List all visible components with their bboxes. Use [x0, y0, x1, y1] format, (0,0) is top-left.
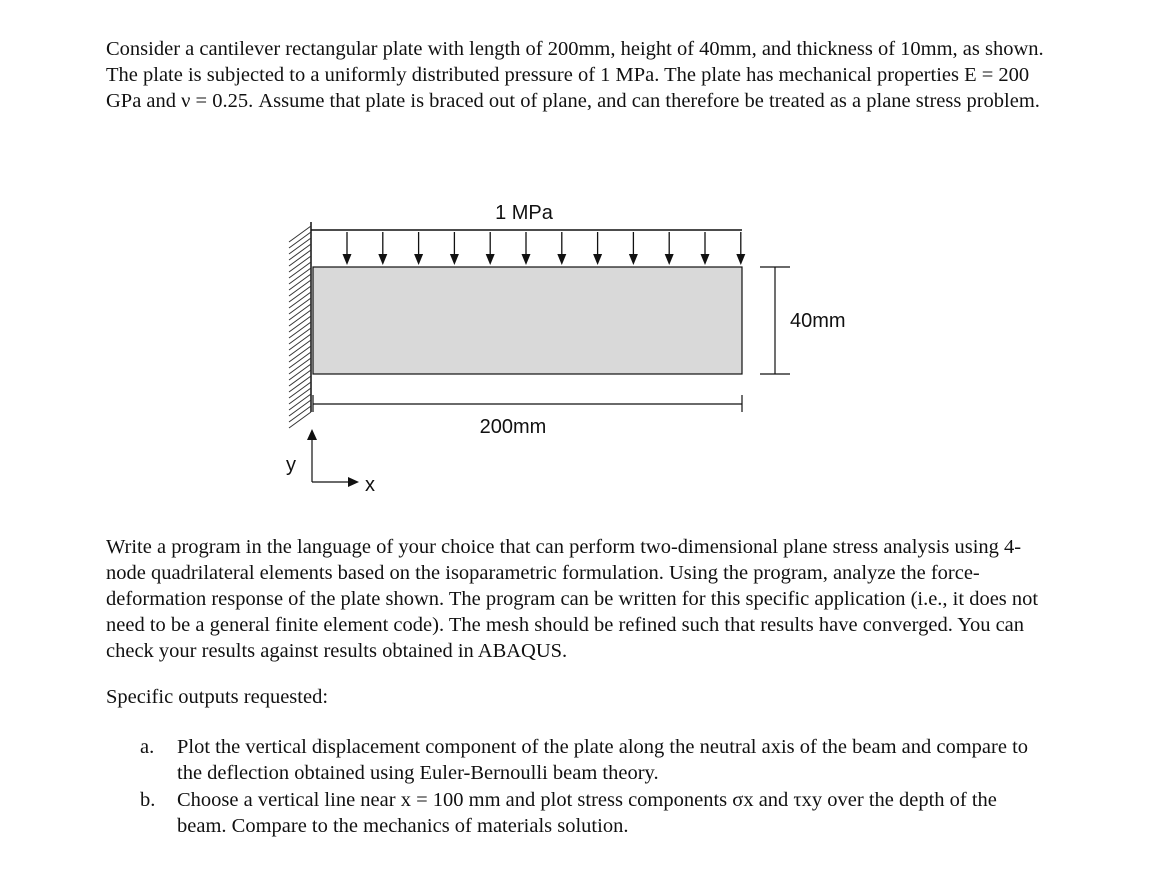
load-arrow-head: [378, 254, 387, 265]
load-arrow-head: [557, 254, 566, 265]
output-item-text: Plot the vertical displacement component of the plate along the neutral axis of the beam and compare to the deflection obtained using Euler-Bernoulli beam theory.: [177, 736, 1029, 784]
load-arrow-head: [343, 254, 352, 265]
load-arrow-head: [736, 254, 745, 265]
plate-rectangle: [313, 267, 742, 374]
y-axis-label: y: [286, 454, 296, 476]
load-arrow-head: [629, 254, 638, 265]
length-label: 200mm: [479, 416, 547, 438]
fixed-support-wall: [289, 222, 311, 428]
load-label: 1 MPa: [495, 202, 553, 224]
x-axis-label: x: [365, 474, 375, 496]
intro-paragraph: Consider a cantilever rectangular plate with length of 200mm, height of 40mm, and thickness of 10mm, as shown. The plate is subjected to a uniformly distributed pressure of 1 MPa. The plate has mechanical properties E = 200 GPa and ν = 0.25. Assume that plate is braced out of plane, and can therefore be treated as a plane stress problem.: [106, 38, 1044, 112]
distributed-load: [311, 230, 745, 265]
output-item-text: Choose a vertical line near x = 100 mm and plot stress components σx and τxy over the depth of the beam. Compare to the mechanics of materials solution.: [177, 789, 997, 837]
load-arrow-head: [593, 254, 602, 265]
load-arrow-head: [522, 254, 531, 265]
load-arrow-head: [701, 254, 710, 265]
coordinate-axes: [307, 429, 359, 487]
load-arrow-head: [665, 254, 674, 265]
length-dimension: [313, 395, 742, 412]
task-paragraph: Write a program in the language of your choice that can perform two-dimensional plane stress analysis using 4-node quadrilateral elements based on the isoparametric formulation. Using the program, analyze the force-deformation response of the plate shown. The program can be written for this specific application (i.e., it does not need to be a general finite element code). The mesh should be refined such that results have converged. You can check your results against results obtained in ABAQUS.: [106, 536, 1039, 662]
outputs-heading: Specific outputs requested:: [106, 686, 329, 708]
height-label: 40mm: [790, 310, 846, 332]
load-arrow-head: [450, 254, 459, 265]
x-axis-arrowhead: [348, 477, 359, 487]
y-axis-arrowhead: [307, 429, 317, 440]
height-dimension: [760, 267, 790, 374]
load-arrow-head: [414, 254, 423, 265]
load-arrow-head: [486, 254, 495, 265]
output-item-label: a.: [140, 736, 155, 758]
output-item-label: b.: [140, 789, 156, 811]
